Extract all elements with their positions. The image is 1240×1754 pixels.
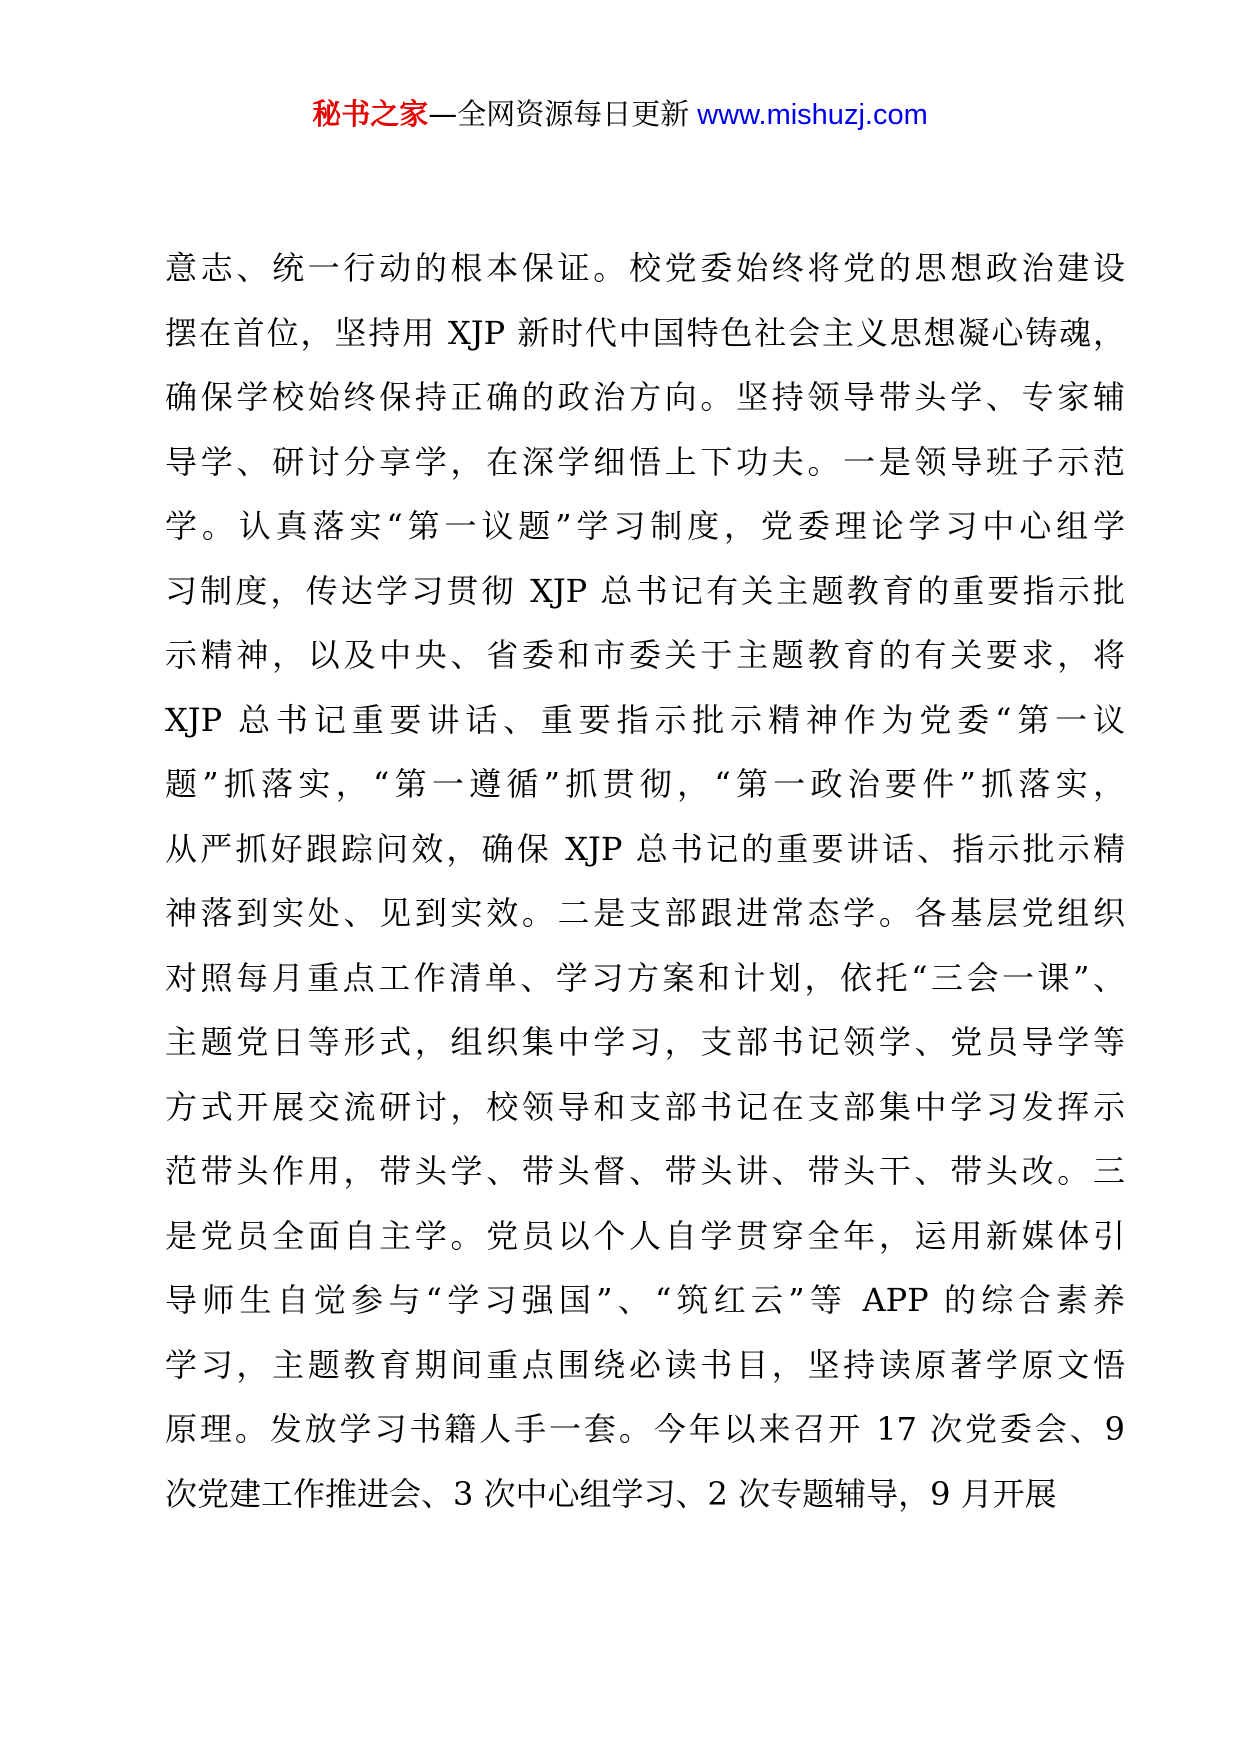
- body-line: 从严抓好跟踪问效，确保 XJP 总书记的重要讲话、指示批示精: [165, 829, 1125, 868]
- body-line: 确保学校始终保持正确的政治方向。坚持领导带头学、专家辅: [165, 378, 1125, 416]
- brand-name: 秘书之家: [312, 97, 429, 131]
- body-line: 导学、研讨分享学，在深学细悟上下功夫。一是领导班子示范: [165, 442, 1125, 481]
- body-line: 习制度，传达学习贯彻 XJP 总书记有关主题教育的重要指示批: [165, 571, 1125, 610]
- page-header: [0, 96, 1240, 133]
- body-line: XJP 总书记重要讲话、重要指示批示精神作为党委“第一议: [165, 700, 1125, 739]
- body-line: 对照每月重点工作清单、学习方案和计划，依托“三会一课”、: [165, 958, 1125, 997]
- body-line: 意志、统一行动的根本保证。校党委始终将党的思想政治建设: [165, 249, 1125, 287]
- header-tagline: —全网资源每日更新: [428, 97, 690, 131]
- body-line: 示精神，以及中央、省委和市委关于主题教育的有关要求，将: [165, 636, 1125, 674]
- body-line: 方式开展交流研讨，校领导和支部书记在支部集中学习发挥示: [165, 1087, 1125, 1126]
- body-line: 神落到实处、见到实效。二是支部跟进常态学。各基层党组织: [165, 894, 1125, 932]
- body-line: 学。认真落实“第一议题”学习制度，党委理论学习中心组学: [165, 507, 1125, 545]
- body-line: 原理。发放学习书籍人手一套。今年以来召开 17 次党委会、9: [165, 1410, 1125, 1448]
- body-line: 主题党日等形式，组织集中学习，支部书记领学、党员导学等: [165, 1023, 1125, 1061]
- body-line: 次党建工作推进会、3 次中心组学习、2 次专题辅导，9 月开展: [165, 1474, 1057, 1513]
- body-line: 题”抓落实，“第一遵循”抓贯彻，“第一政治要件”抓落实，: [165, 765, 1125, 803]
- body-line: 导师生自觉参与“学习强国”、“筑红云”等 APP 的综合素养: [165, 1281, 1125, 1319]
- body-line: 学习，主题教育期间重点围绕必读书目，坚持读原著学原文悟: [165, 1345, 1125, 1384]
- body-line: 摆在首位，坚持用 XJP 新时代中国特色社会主义思想凝心铸魂，: [165, 313, 1125, 352]
- body-line: 是党员全面自主学。党员以个人自学贯穿全年，运用新媒体引: [165, 1216, 1125, 1255]
- document-body: [165, 236, 1125, 1526]
- site-url-link[interactable]: www.mishuzj.com: [697, 99, 928, 131]
- body-line: 范带头作用，带头学、带头督、带头讲、带头干、带头改。三: [165, 1152, 1125, 1190]
